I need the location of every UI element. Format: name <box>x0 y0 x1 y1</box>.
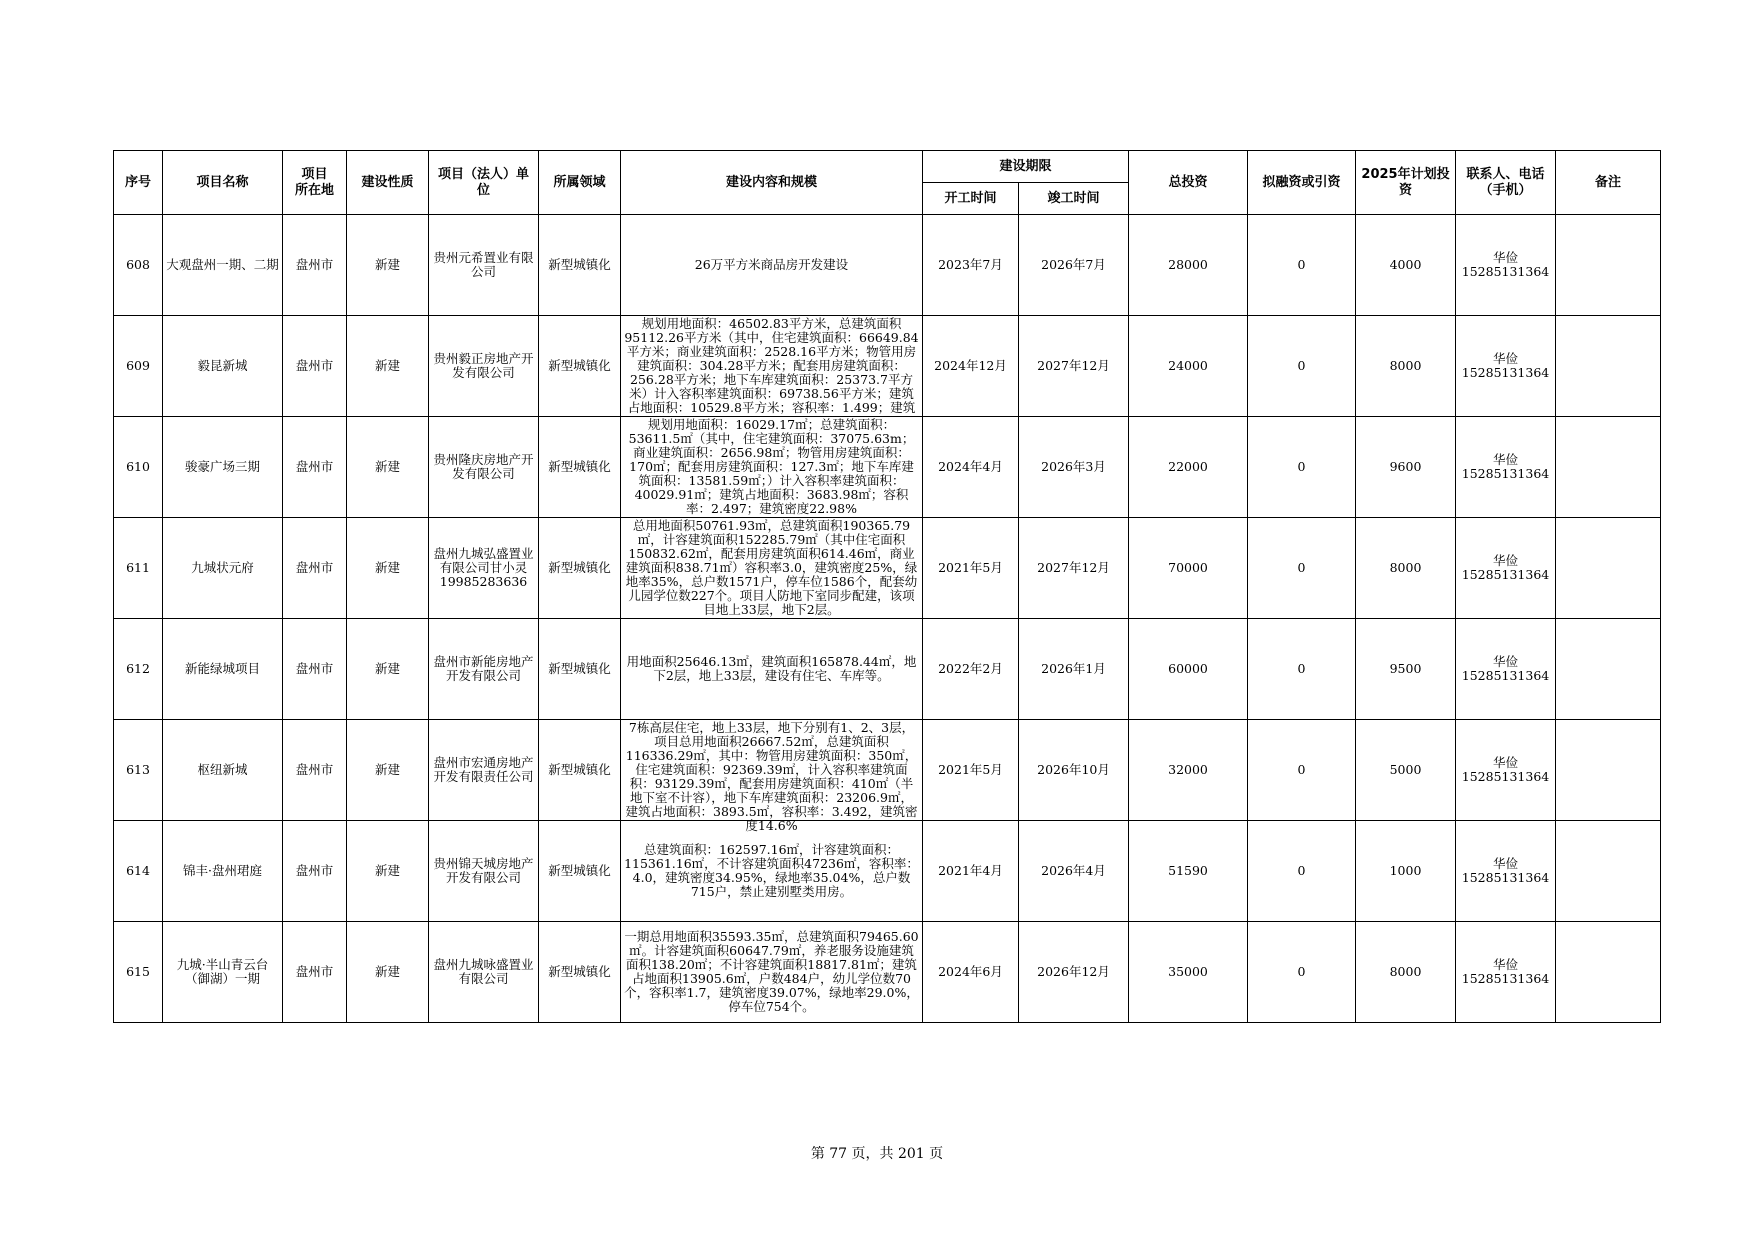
cell-unit: 贵州锦天城房地产开发有限公司 <box>429 821 539 922</box>
cell-location: 盘州市 <box>283 417 347 518</box>
cell-contact <box>1456 417 1556 518</box>
contact-phone: 15285131364 <box>1461 365 1550 380</box>
cell-end: 2027年12月 <box>1019 518 1129 619</box>
cell-unit: 盘州市新能房地产开发有限公司 <box>429 619 539 720</box>
header-contact: 联系人、电话（手机） <box>1456 151 1556 215</box>
cell-content-text: 规划用地面积：46502.83平方米，总建筑面积95112.26平方米（其中，住宅建筑面积：66649.84平方米；商业建筑面积：2528.16平方米；物管用房建筑面积：304.28平方米；配套用房建筑面积：256.28平方米；地下车库建筑面积：25373.7平方米）计入容积率建筑面积：69738.56平方米；建筑占地面积：10529.8平方米；容积率：1.499；建筑 <box>624 316 919 415</box>
cell-field: 新型城镇化 <box>539 215 621 316</box>
cell-financing: 0 <box>1248 720 1356 821</box>
cell-start: 2021年5月 <box>923 518 1019 619</box>
cell-end: 2026年4月 <box>1019 821 1129 922</box>
page-footer: 第 77 页，共 201 页 <box>810 1146 944 1162</box>
cell-location: 盘州市 <box>283 316 347 417</box>
cell-field: 新型城镇化 <box>539 518 621 619</box>
header-name: 项目名称 <box>163 151 283 215</box>
cell-financing: 0 <box>1248 316 1356 417</box>
header-nature: 建设性质 <box>347 151 429 215</box>
cell-seq: 608 <box>114 215 163 316</box>
contact-name: 华俭 <box>1493 553 1519 568</box>
header-location-line1: 项目 <box>301 166 328 182</box>
cell-content <box>621 215 923 316</box>
table-row <box>114 619 1661 720</box>
cell-content-text: 总用地面积50761.93㎡，总建筑面积190365.79㎡，计容建筑面积152285.79㎡（其中住宅面积150832.62㎡，配套用房建筑面积614.46㎡，商业建筑面积838.71㎡）容积率3.0，建筑密度25%，绿地率35%，总户数1571户，停车位1586个，配套幼儿园学位数227个。项目人防地下室同步配建，该项目地上33层，地下2层。 <box>625 518 918 617</box>
cell-field: 新型城镇化 <box>539 417 621 518</box>
cell-nature: 新建 <box>347 720 429 821</box>
cell-total: 70000 <box>1129 518 1248 619</box>
cell-contact <box>1456 215 1556 316</box>
cell-financing: 0 <box>1248 922 1356 1023</box>
cell-unit: 盘州九城弘盛置业有限公司甘小灵19985283636 <box>429 518 539 619</box>
header-content: 建设内容和规模 <box>621 151 923 215</box>
cell-nature: 新建 <box>347 619 429 720</box>
cell-name: 九城·半山青云台（御湖）一期 <box>163 922 283 1023</box>
cell-seq: 610 <box>114 417 163 518</box>
contact-phone: 15285131364 <box>1461 870 1550 885</box>
cell-end: 2026年1月 <box>1019 619 1129 720</box>
cell-location: 盘州市 <box>283 720 347 821</box>
table-row <box>114 821 1661 922</box>
cell-content <box>621 316 923 417</box>
cell-field: 新型城镇化 <box>539 619 621 720</box>
contact-name: 华俭 <box>1493 452 1519 467</box>
cell-nature: 新建 <box>347 922 429 1023</box>
cell-end: 2026年10月 <box>1019 720 1129 821</box>
header-seq: 序号 <box>114 151 163 215</box>
cell-remark <box>1556 922 1661 1023</box>
cell-nature: 新建 <box>347 821 429 922</box>
cell-start: 2023年7月 <box>923 215 1019 316</box>
cell-nature: 新建 <box>347 518 429 619</box>
table-row <box>114 215 1661 316</box>
cell-start: 2024年6月 <box>923 922 1019 1023</box>
cell-financing: 0 <box>1248 417 1356 518</box>
header-end: 竣工时间 <box>1019 183 1129 215</box>
contact-name: 华俭 <box>1493 957 1519 972</box>
header-financing: 拟融资或引资 <box>1248 151 1356 215</box>
contact-phone: 15285131364 <box>1461 466 1550 481</box>
contact-phone: 15285131364 <box>1461 769 1550 784</box>
cell-name: 骏豪广场三期 <box>163 417 283 518</box>
cell-seq: 611 <box>114 518 163 619</box>
cell-contact <box>1456 316 1556 417</box>
cell-content <box>621 518 923 619</box>
cell-start: 2022年2月 <box>923 619 1019 720</box>
cell-end: 2026年12月 <box>1019 922 1129 1023</box>
cell-end: 2026年7月 <box>1019 215 1129 316</box>
cell-plan2025: 9500 <box>1356 619 1456 720</box>
cell-total: 22000 <box>1129 417 1248 518</box>
cell-plan2025: 8000 <box>1356 316 1456 417</box>
cell-total: 24000 <box>1129 316 1248 417</box>
cell-contact <box>1456 821 1556 922</box>
cell-nature: 新建 <box>347 316 429 417</box>
cell-content <box>621 417 923 518</box>
header-location <box>283 151 347 215</box>
cell-remark <box>1556 720 1661 821</box>
cell-location: 盘州市 <box>283 821 347 922</box>
cell-field: 新型城镇化 <box>539 922 621 1023</box>
table-row <box>114 720 1661 821</box>
cell-plan2025: 5000 <box>1356 720 1456 821</box>
cell-name: 大观盘州一期、二期 <box>163 215 283 316</box>
cell-remark <box>1556 821 1661 922</box>
cell-seq: 613 <box>114 720 163 821</box>
cell-contact <box>1456 518 1556 619</box>
cell-content-text: 7栋高层住宅，地上33层，地下分别有1、2、3层，项目总用地面积26667.52㎡，总建筑面积116336.29㎡，其中：物管用房建筑面积：350㎡，住宅建筑面积：92369.39㎡，计入容积率建筑面积：93129.39㎡，配套用房建筑面积：410㎡（半地下室不计容），地下车库建筑面积：23206.9㎡，建筑占地面积：3893.5㎡，容积率：3.492，建筑密度14.6% <box>625 719 918 833</box>
cell-remark <box>1556 518 1661 619</box>
cell-plan2025: 9600 <box>1356 417 1456 518</box>
cell-field: 新型城镇化 <box>539 821 621 922</box>
cell-remark <box>1556 316 1661 417</box>
header-field: 所属领域 <box>539 151 621 215</box>
cell-unit: 盘州市宏通房地产开发有限责任公司 <box>429 720 539 821</box>
contact-name: 华俭 <box>1493 654 1519 669</box>
cell-unit: 贵州隆庆房地产开发有限公司 <box>429 417 539 518</box>
cell-name: 毅昆新城 <box>163 316 283 417</box>
cell-unit: 贵州毅正房地产开发有限公司 <box>429 316 539 417</box>
cell-name: 九城状元府 <box>163 518 283 619</box>
cell-contact <box>1456 720 1556 821</box>
header-location-line2: 所在地 <box>294 182 334 198</box>
cell-location: 盘州市 <box>283 922 347 1023</box>
cell-location: 盘州市 <box>283 619 347 720</box>
cell-financing: 0 <box>1248 518 1356 619</box>
contact-name: 华俭 <box>1493 351 1519 366</box>
contact-name: 华俭 <box>1493 856 1519 871</box>
header-total: 总投资 <box>1129 151 1248 215</box>
cell-nature: 新建 <box>347 417 429 518</box>
table-row <box>114 518 1661 619</box>
contact-phone: 15285131364 <box>1461 971 1550 986</box>
cell-start: 2024年4月 <box>923 417 1019 518</box>
cell-financing: 0 <box>1248 821 1356 922</box>
cell-financing: 0 <box>1248 619 1356 720</box>
project-table-sheet <box>113 150 1660 1023</box>
cell-name: 枢纽新城 <box>163 720 283 821</box>
cell-content-text: 一期总用地面积35593.35㎡，总建筑面积79465.60㎡。计容建筑面积60647.79㎡，养老服务设施建筑面积138.20㎡；不计容建筑面积18817.81㎡；建筑占地面积13905.6㎡，户数484户，幼儿学位数70个，容积率1.7，建筑密度39.07%，绿地率29.0%，停车位754个。 <box>624 929 919 1014</box>
cell-end: 2027年12月 <box>1019 316 1129 417</box>
cell-field: 新型城镇化 <box>539 720 621 821</box>
cell-contact <box>1456 922 1556 1023</box>
cell-field: 新型城镇化 <box>539 316 621 417</box>
cell-start: 2024年12月 <box>923 316 1019 417</box>
header-unit: 项目（法人）单位 <box>429 151 539 215</box>
cell-plan2025: 1000 <box>1356 821 1456 922</box>
cell-nature: 新建 <box>347 215 429 316</box>
table-header-row <box>114 151 1661 183</box>
cell-content-text: 用地面积25646.13㎡，建筑面积165878.44㎡，地下2层，地上33层，建设有住宅、车库等。 <box>626 654 917 683</box>
cell-remark <box>1556 417 1661 518</box>
contact-name: 华俭 <box>1493 250 1519 265</box>
cell-content <box>621 719 923 833</box>
project-table <box>113 150 1661 1023</box>
cell-name: 新能绿城项目 <box>163 619 283 720</box>
cell-content <box>621 821 923 922</box>
header-plan2025: 2025年计划投资 <box>1356 151 1456 215</box>
contact-phone: 15285131364 <box>1461 264 1550 279</box>
cell-plan2025: 8000 <box>1356 518 1456 619</box>
cell-financing: 0 <box>1248 215 1356 316</box>
contact-phone: 15285131364 <box>1461 668 1550 683</box>
cell-total: 35000 <box>1129 922 1248 1023</box>
cell-start: 2021年4月 <box>923 821 1019 922</box>
cell-start: 2021年5月 <box>923 720 1019 821</box>
cell-total: 60000 <box>1129 619 1248 720</box>
cell-seq: 612 <box>114 619 163 720</box>
cell-content-text: 总建筑面积：162597.16㎡，计容建筑面积：115361.16㎡，不计容建筑面积47236㎡，容积率：4.0，建筑密度34.95%，绿地率35.04%，总户数715户，禁止建别墅类用房。 <box>624 842 919 899</box>
cell-total: 28000 <box>1129 215 1248 316</box>
cell-unit: 盘州九城咏盛置业有限公司 <box>429 922 539 1023</box>
cell-remark <box>1556 215 1661 316</box>
header-start: 开工时间 <box>923 183 1019 215</box>
cell-end: 2026年3月 <box>1019 417 1129 518</box>
header-period: 建设期限 <box>923 151 1129 183</box>
cell-seq: 614 <box>114 821 163 922</box>
cell-plan2025: 8000 <box>1356 922 1456 1023</box>
cell-content <box>621 922 923 1023</box>
contact-phone: 15285131364 <box>1461 567 1550 582</box>
table-row <box>114 316 1661 417</box>
cell-contact <box>1456 619 1556 720</box>
contact-name: 华俭 <box>1493 755 1519 770</box>
cell-remark <box>1556 619 1661 720</box>
cell-total: 51590 <box>1129 821 1248 922</box>
cell-total: 32000 <box>1129 720 1248 821</box>
cell-content-text: 26万平方米商品房开发建设 <box>694 257 849 272</box>
cell-content <box>621 619 923 720</box>
cell-location: 盘州市 <box>283 215 347 316</box>
cell-location: 盘州市 <box>283 518 347 619</box>
cell-seq: 609 <box>114 316 163 417</box>
cell-seq: 615 <box>114 922 163 1023</box>
table-row <box>114 417 1661 518</box>
cell-unit: 贵州元希置业有限公司 <box>429 215 539 316</box>
cell-name: 锦丰·盘州珺庭 <box>163 821 283 922</box>
header-remark: 备注 <box>1556 151 1661 215</box>
cell-content-text: 规划用地面积：16029.17㎡；总建筑面积：53611.5㎡（其中，住宅建筑面积：37075.63m；商业建筑面积：2656.98㎡；物管用房建筑面积：170㎡；配套用房建筑面积：127.3㎡；地下车库建筑面积：13581.59㎡；）计入容积率建筑面积：40029.91㎡；建筑占地面积：3683.98㎡；容积率：2.497；建筑密度22.98% <box>628 417 915 516</box>
table-row <box>114 922 1661 1023</box>
cell-plan2025: 4000 <box>1356 215 1456 316</box>
